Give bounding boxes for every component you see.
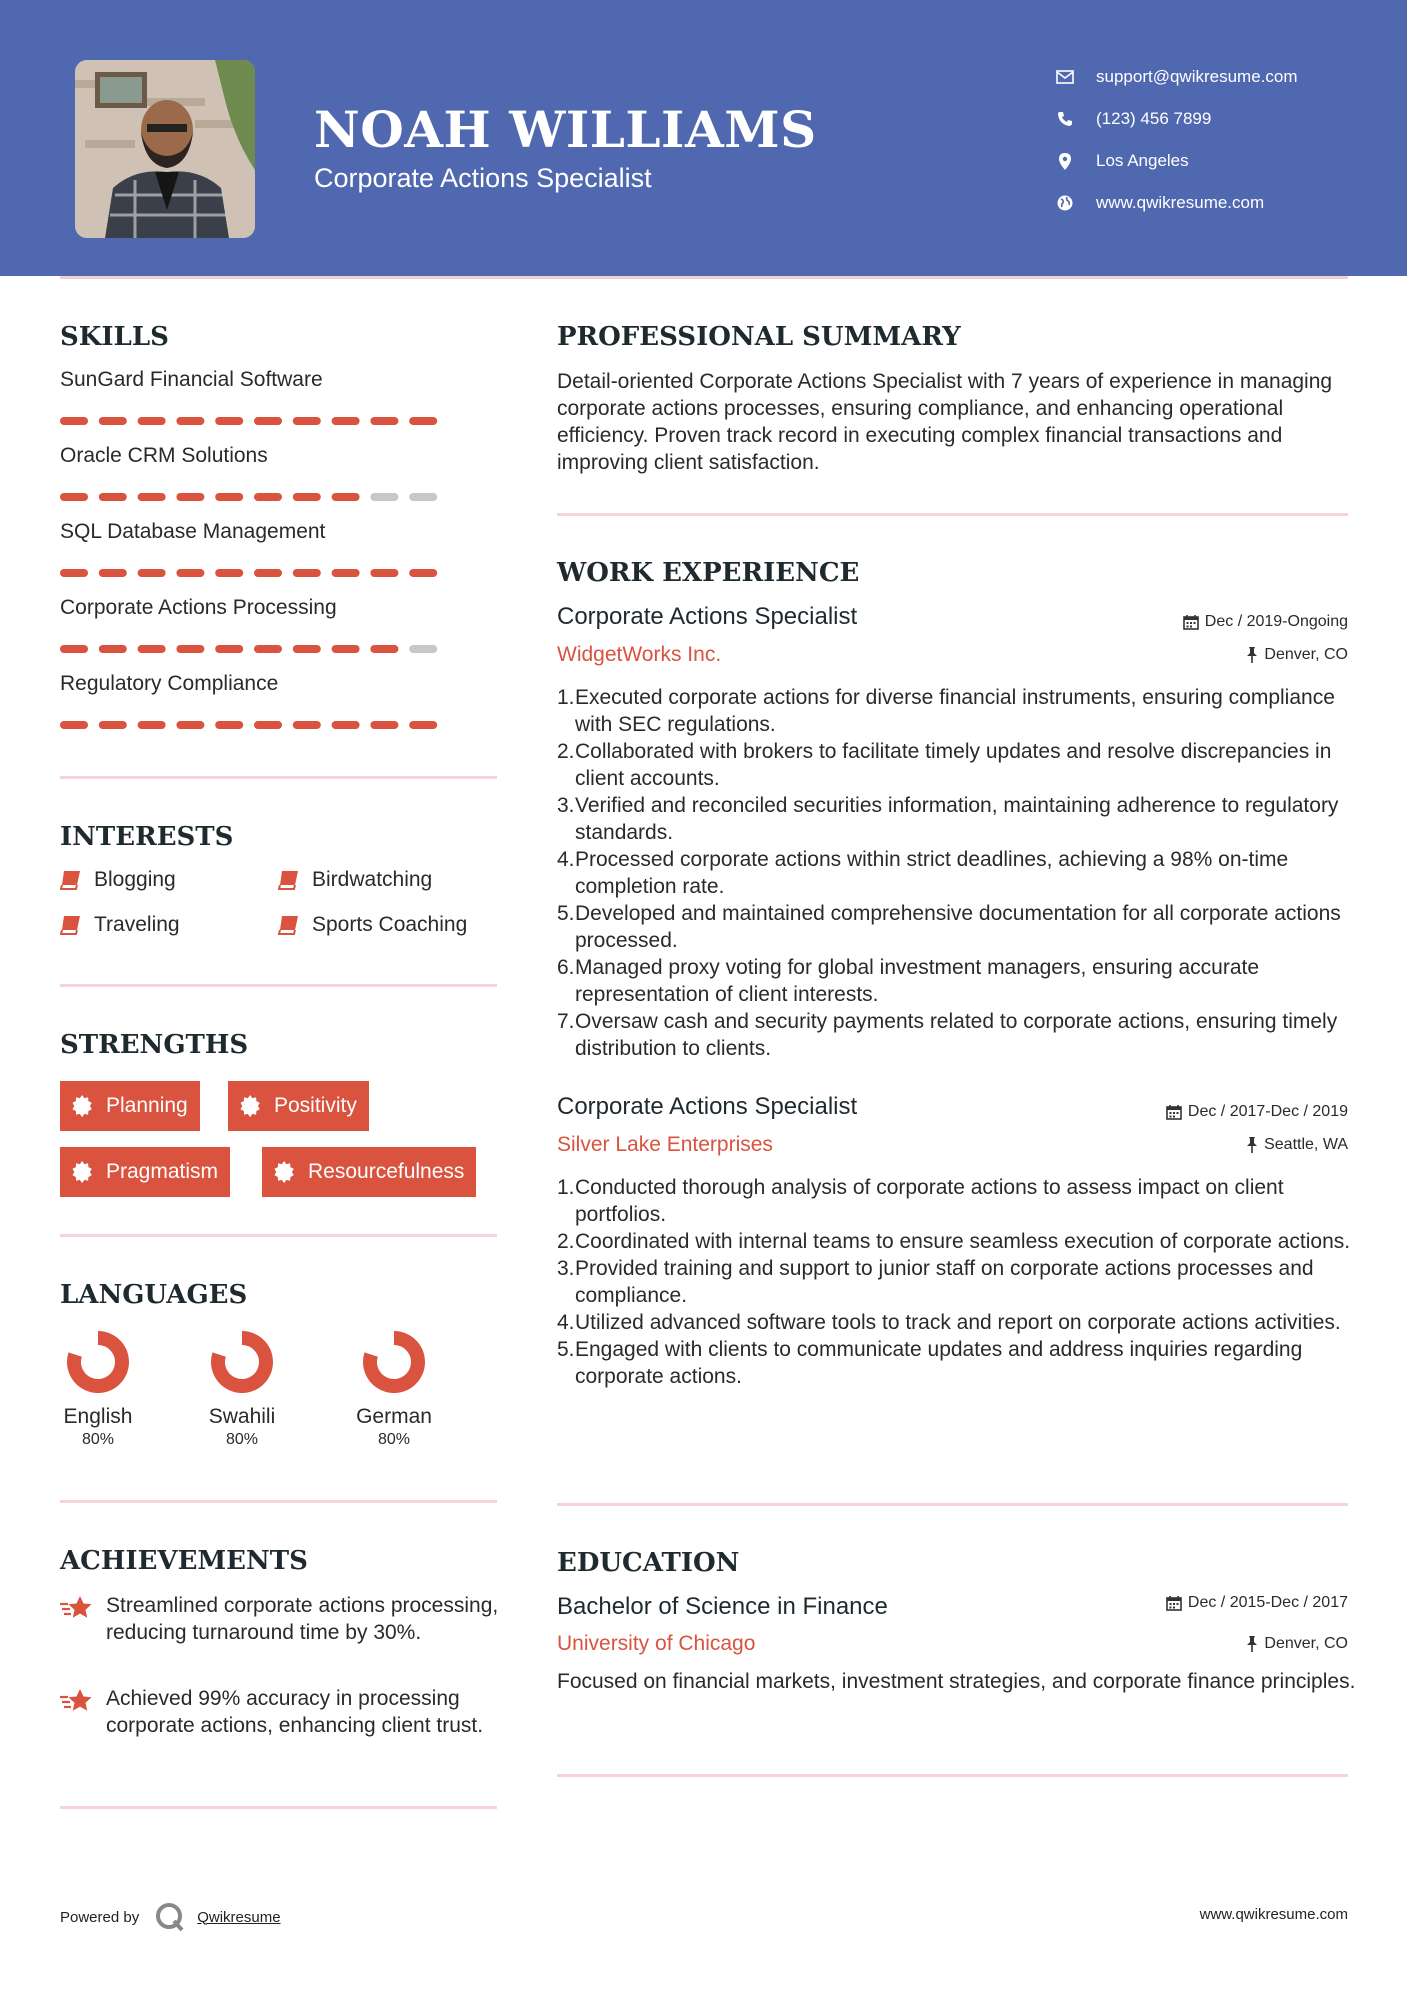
school-name: University of Chicago [557, 1632, 756, 1655]
badge-icon [72, 1161, 94, 1183]
interest-label: Traveling [94, 913, 180, 936]
strength-tag [60, 1147, 230, 1197]
job-bullet: 1. Executed corporate actions for diverse financial instruments, ensuring compliance with SEC regulations. [557, 686, 1335, 736]
skill-name: SQL Database Management [60, 520, 326, 543]
language-progress-ring [66, 1330, 130, 1394]
section-divider [60, 1234, 497, 1237]
pushpin-icon [1246, 647, 1258, 663]
skill-dot [138, 417, 166, 425]
achievement-item [60, 1592, 500, 1646]
strengths-heading: STRENGTHS [60, 1030, 249, 1060]
contact-phone[interactable] [1050, 98, 1298, 140]
skill-dot [293, 493, 321, 501]
strength-label: Planning [106, 1094, 188, 1117]
contact-location [1050, 140, 1298, 182]
job-bullet: 5. Engaged with clients to communicate updates and address inquiries regarding corporate actions. [557, 1338, 1303, 1388]
skill-dot [60, 569, 88, 577]
section-divider [60, 984, 497, 987]
interest-label: Blogging [94, 868, 176, 891]
skill-dot [254, 645, 282, 653]
job-location: Seattle, WA [1246, 1136, 1348, 1154]
skill-dot [176, 645, 204, 653]
job-title: Corporate Actions Specialist [557, 603, 858, 630]
section-divider [557, 1503, 1348, 1506]
header-divider [60, 276, 1348, 279]
language-percent: 80% [225, 1431, 259, 1448]
footer-powered-by: Powered by Qwikresume [60, 1900, 281, 1934]
contact-list [1050, 56, 1298, 224]
pushpin-icon [1246, 1137, 1258, 1153]
language-item [334, 1330, 454, 1449]
badge-icon [240, 1095, 262, 1117]
contact-phone-text: (123) 456 7899 [1096, 109, 1212, 128]
job-bullet: 6. Managed proxy voting for global investment managers, ensuring accurate representation of client interests. [557, 956, 1260, 1006]
calendar-icon [1166, 1595, 1182, 1611]
skill-dot [254, 721, 282, 729]
skill-name: Regulatory Compliance [60, 672, 279, 695]
skill-dot [176, 493, 204, 501]
company-name: Silver Lake Enterprises [557, 1133, 773, 1156]
envelope-icon [1050, 67, 1080, 87]
skill-dot [176, 721, 204, 729]
skill-name: Oracle CRM Solutions [60, 444, 268, 467]
skill-dot [332, 493, 360, 501]
language-item [38, 1330, 158, 1449]
candidate-title: Corporate Actions Specialist [314, 163, 652, 193]
strength-label: Positivity [274, 1094, 357, 1117]
star-icon [60, 1594, 94, 1622]
star-icon [60, 1687, 94, 1715]
section-divider [557, 513, 1348, 516]
qwikresume-link[interactable]: Qwikresume [197, 1908, 281, 1926]
language-ring-arc [218, 1338, 266, 1386]
globe-icon [1050, 193, 1080, 213]
skill-dot [409, 645, 437, 653]
language-progress-ring [362, 1330, 426, 1394]
skill-dot [293, 645, 321, 653]
skill-dot [60, 645, 88, 653]
skill-rating-bar [60, 492, 440, 502]
strength-label: Resourcefulness [308, 1160, 465, 1183]
skill-dot [254, 569, 282, 577]
skill-dot [176, 417, 204, 425]
skill-dot [138, 645, 166, 653]
education-description: Focused on financial markets, investment strategies, and corporate finance principles. [557, 1670, 1356, 1693]
skill-dot [409, 721, 437, 729]
strength-tag [228, 1081, 369, 1131]
job-bullet: 4. Processed corporate actions within strict deadlines, achieving a 98% on-time completion rate. [557, 848, 1289, 898]
profile-photo [75, 60, 255, 238]
achievement-item [60, 1685, 500, 1739]
skill-dot [138, 493, 166, 501]
skill-rating-bar [60, 644, 440, 654]
job-bullets [557, 1174, 1375, 1390]
contact-location-text: Los Angeles [1096, 151, 1189, 170]
skills-heading: SKILLS [60, 322, 169, 352]
job-bullet: 2. Collaborated with brokers to facilitate timely updates and resolve discrepancies in client accounts. [557, 740, 1332, 790]
interest-item [278, 913, 467, 937]
skill-dot [370, 493, 398, 501]
job-bullet: 3. Provided training and support to junior staff on corporate actions processes and compliance. [557, 1257, 1314, 1307]
skill-dot [99, 721, 127, 729]
language-percent: 80% [81, 1431, 115, 1448]
badge-icon [72, 1095, 94, 1117]
book-icon [60, 870, 82, 890]
footer-website[interactable]: www.qwikresume.com [1199, 1906, 1348, 1923]
job-bullet: 1. Conducted thorough analysis of corporate actions to assess impact on client portfolios. [557, 1176, 1284, 1226]
degree-title: Bachelor of Science in Finance [557, 1593, 888, 1620]
skill-dot [254, 493, 282, 501]
skill-dot [332, 721, 360, 729]
phone-icon [1050, 109, 1080, 129]
section-divider [60, 1500, 497, 1503]
skill-dot [215, 493, 243, 501]
contact-website[interactable] [1050, 182, 1298, 224]
achievement-text: Achieved 99% accuracy in processing corporate actions, enhancing client trust. [106, 1687, 484, 1737]
skill-dot [332, 569, 360, 577]
skill-dot [60, 417, 88, 425]
contact-email[interactable] [1050, 56, 1298, 98]
book-icon [278, 870, 300, 890]
skill-dot [215, 417, 243, 425]
skill-name: SunGard Financial Software [60, 368, 323, 391]
interests-heading: INTERESTS [60, 822, 234, 852]
job-date: Dec / 2019-Ongoing [1183, 613, 1348, 631]
language-percent: 80% [377, 1431, 411, 1448]
languages-heading: LANGUAGES [60, 1280, 248, 1310]
language-progress-ring [210, 1330, 274, 1394]
skill-dot [293, 417, 321, 425]
skill-dot [409, 569, 437, 577]
language-ring-arc [74, 1338, 122, 1386]
language-ring-arc [370, 1338, 418, 1386]
skill-dot [138, 569, 166, 577]
skill-dot [60, 493, 88, 501]
strength-label: Pragmatism [106, 1160, 219, 1183]
candidate-name: NOAH WILLIAMS [314, 100, 817, 159]
location-pin-icon [1050, 151, 1080, 171]
skill-dot [332, 417, 360, 425]
skill-rating-bar [60, 416, 440, 426]
skill-dot [370, 721, 398, 729]
education-heading: EDUCATION [557, 1548, 740, 1578]
skill-dot [370, 569, 398, 577]
job-location: Denver, CO [1246, 646, 1348, 664]
skill-dot [293, 721, 321, 729]
resume-header [0, 0, 1407, 276]
book-icon [60, 915, 82, 935]
language-name: Swahili [208, 1405, 276, 1428]
contact-email-text: support@qwikresume.com [1096, 67, 1298, 86]
job-title: Corporate Actions Specialist [557, 1093, 858, 1120]
education-date: Dec / 2015-Dec / 2017 [1166, 1594, 1348, 1612]
summary-heading: PROFESSIONAL SUMMARY [557, 322, 961, 352]
skill-dot [215, 569, 243, 577]
skill-dot [60, 721, 88, 729]
book-icon [278, 915, 300, 935]
achievement-text: Streamlined corporate actions processing, reducing turnaround time by 30%. [106, 1594, 499, 1644]
language-name: English [63, 1405, 133, 1428]
job-bullet: 2. Coordinated with internal teams to ensure seamless execution of corporate actions. [557, 1230, 1351, 1253]
job-date: Dec / 2017-Dec / 2019 [1166, 1103, 1348, 1121]
interest-item [278, 868, 432, 892]
interest-item [60, 913, 180, 937]
skill-dot [409, 417, 437, 425]
skill-dot [99, 493, 127, 501]
job-bullet: 4. Utilized advanced software tools to track and report on corporate actions activities. [557, 1311, 1341, 1334]
calendar-icon [1166, 1104, 1182, 1120]
job-bullets [557, 684, 1375, 1062]
skill-dot [99, 645, 127, 653]
job-bullet: 7. Oversaw cash and security payments related to corporate actions, ensuring timely distribution to clients. [557, 1010, 1338, 1060]
skill-name: Corporate Actions Processing [60, 596, 337, 619]
language-name: German [356, 1405, 432, 1428]
skill-rating-bar [60, 568, 440, 578]
badge-icon [274, 1161, 296, 1183]
skill-dot [215, 645, 243, 653]
skill-dot [370, 645, 398, 653]
language-item [182, 1330, 302, 1449]
experience-heading: WORK EXPERIENCE [557, 558, 860, 588]
interest-label: Sports Coaching [312, 913, 468, 936]
skill-dot [409, 493, 437, 501]
job-bullet: 5. Developed and maintained comprehensive documentation for all corporate actions processed. [557, 902, 1341, 952]
section-divider [60, 776, 497, 779]
pushpin-icon [1246, 1636, 1258, 1652]
section-divider [60, 1806, 497, 1809]
skill-dot [138, 721, 166, 729]
skill-dot [99, 569, 127, 577]
job-bullet: 3. Verified and reconciled securities information, maintaining adherence to regulatory standards. [557, 794, 1339, 844]
calendar-icon [1183, 614, 1199, 630]
skill-dot [293, 569, 321, 577]
skill-dot [254, 417, 282, 425]
strength-tag [60, 1081, 200, 1131]
skill-dot [332, 645, 360, 653]
interest-label: Birdwatching [312, 868, 433, 891]
interest-item [60, 868, 176, 892]
section-divider [557, 1774, 1348, 1777]
skill-dot [215, 721, 243, 729]
skill-dot [370, 417, 398, 425]
contact-website-text: www.qwikresume.com [1096, 193, 1265, 212]
achievements-heading: ACHIEVEMENTS [60, 1546, 308, 1576]
education-location: Denver, CO [1246, 1635, 1348, 1653]
skill-dot [176, 569, 204, 577]
company-name: WidgetWorks Inc. [557, 643, 722, 666]
summary-text: Detail-oriented Corporate Actions Specialist with 7 years of experience in managing corporate actions processes, ensuring compliance, and enhancing operational efficiency. Proven track record in executing complex financial transactions and improving client satisfaction. [557, 370, 1333, 474]
skill-dot [99, 417, 127, 425]
strength-tag [262, 1147, 476, 1197]
skill-rating-bar [60, 720, 440, 730]
qwikresume-logo-icon [153, 1900, 187, 1934]
